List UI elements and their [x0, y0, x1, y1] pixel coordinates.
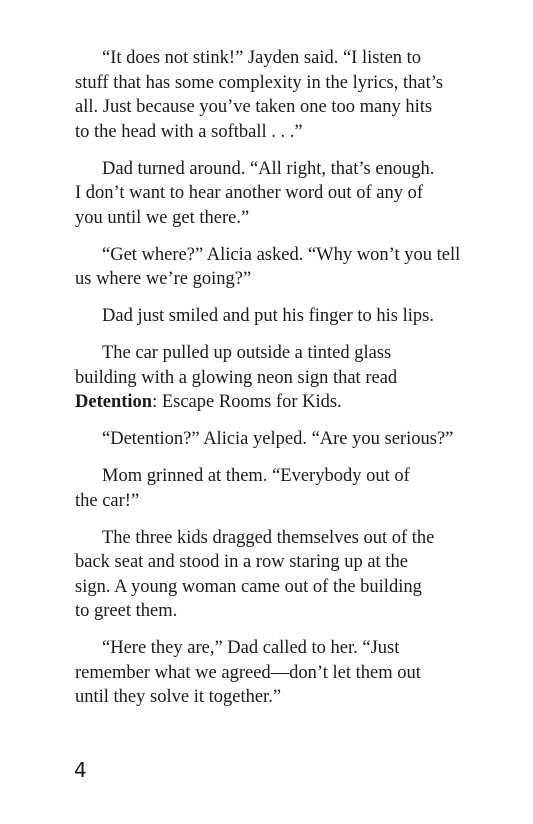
detention-sign-name: Detention [75, 392, 153, 412]
paragraph-5-after: : Escape Rooms for Kids. [152, 392, 342, 412]
paragraph-7: Mom grinned at them. “Everybody out of the car!” [75, 466, 410, 511]
paragraph-6: “Detention?” Alicia yelped. “Are you serious?” [102, 429, 454, 449]
paragraph-4: Dad just smiled and put his finger to his lips. [102, 306, 434, 326]
paragraph-3: “Get where?” Alicia asked. “Why won’t you tell us where we’re going?” [75, 244, 461, 289]
paragraph-1: “It does not stink!” Jayden said. “I listen to stuff that has some complexity in the lyrics, that’s all. Just because you’ve taken one too many hits to the head with a softball . . .” [75, 48, 444, 142]
paragraph-5-before: The car pulled up outside a tinted glass building with a glowing neon sign that read [75, 343, 398, 388]
page-number: 4 [74, 758, 87, 782]
paragraph-9: “Here they are,” Dad called to her. “Just remember what we agreed—don’t let them out until they solve it together.” [75, 638, 421, 707]
story-text [75, 46, 475, 722]
paragraph-8: The three kids dragged themselves out of the back seat and stood in a row staring up at the sign. A young woman came out of the building to greet them. [75, 527, 435, 621]
paragraph-2: Dad turned around. “All right, that’s enough. I don’t want to hear another word out of any of you until we get there.” [75, 158, 435, 228]
paragraph-5 [75, 341, 475, 415]
